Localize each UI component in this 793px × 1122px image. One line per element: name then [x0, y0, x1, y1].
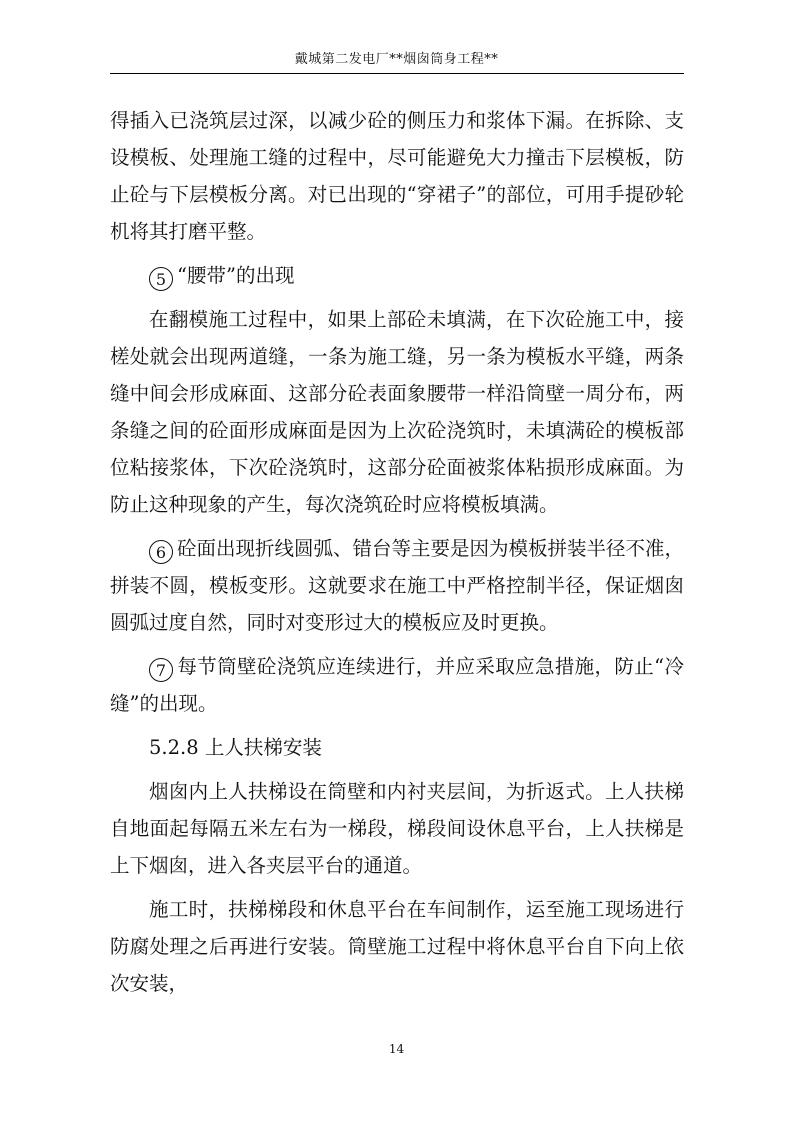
- item-7: [110, 648, 684, 722]
- page-number: 14: [388, 1042, 405, 1056]
- circled-number-7: 7: [149, 658, 173, 682]
- paragraph-ladder-layout: 烟囱内上人扶梯设在筒壁和内衬夹层间，为折返式。上人扶梯自地面起每隔五米左右为一梯段，梯段间设休息平台，上人扶梯是上下烟囱，进入各夹层平台的通道。: [110, 780, 684, 877]
- item-6-text: 砼面出现折线圆弧、错台等主要是因为模板拼装半径不准，拼装不圆，模板变形。这就要求在施工中严格控制半径，保证烟囱圆弧过度自然，同时对变形过大的模板应及时更换。: [110, 537, 685, 634]
- header-rule: [110, 73, 684, 74]
- running-header: 戴城第二发电厂**烟囱筒身工程**: [294, 52, 499, 67]
- item-7-text: 每节筒壁砼浇筑应连续进行，并应采取应急措施，防止“冷缝”的出现。: [110, 655, 684, 715]
- circled-number-6: 6: [149, 540, 173, 564]
- item-6: [110, 530, 684, 641]
- item-5-heading: [110, 257, 684, 294]
- paragraph-waistband: 在翻模施工过程中，如果上部砼未填满，在下次砼施工中，接槎处就会出现两道缝，一条为施工缝，另一条为模板水平缝，两条缝中间会形成麻面、这部分砼表面象腰带一样沿筒壁一周分布，两条缝之间的砼面形成麻面是因为上次砼浇筑时，未填满砼的模板部位粘接浆体，下次砼浇筑时，这部分砼面被浆体粘损形成麻面。为防止这种现象的产生，每次浇筑砼时应将模板填满。: [110, 308, 684, 516]
- document-body: [110, 102, 684, 1009]
- circled-number-5: 5: [149, 267, 173, 291]
- section-heading: 5.2.8 上人扶梯安装: [149, 736, 322, 759]
- item-5-title: “腰带”的出现: [177, 264, 295, 287]
- paragraph-continued: 得插入已浇筑层过深，以减少砼的侧压力和浆体下漏。在拆除、支设模板、处理施工缝的过程中，尽可能避免大力撞击下层模板，防止砼与下层模板分离。对已出现的“穿裙子”的部位，可用手提砂轮机将其打磨平整。: [110, 109, 684, 243]
- paragraph-ladder-install: 施工时，扶梯梯段和休息平台在车间制作，运至施工现场进行防腐处理之后再进行安装。筒壁施工过程中将休息平台自下向上依次安装，: [110, 898, 684, 995]
